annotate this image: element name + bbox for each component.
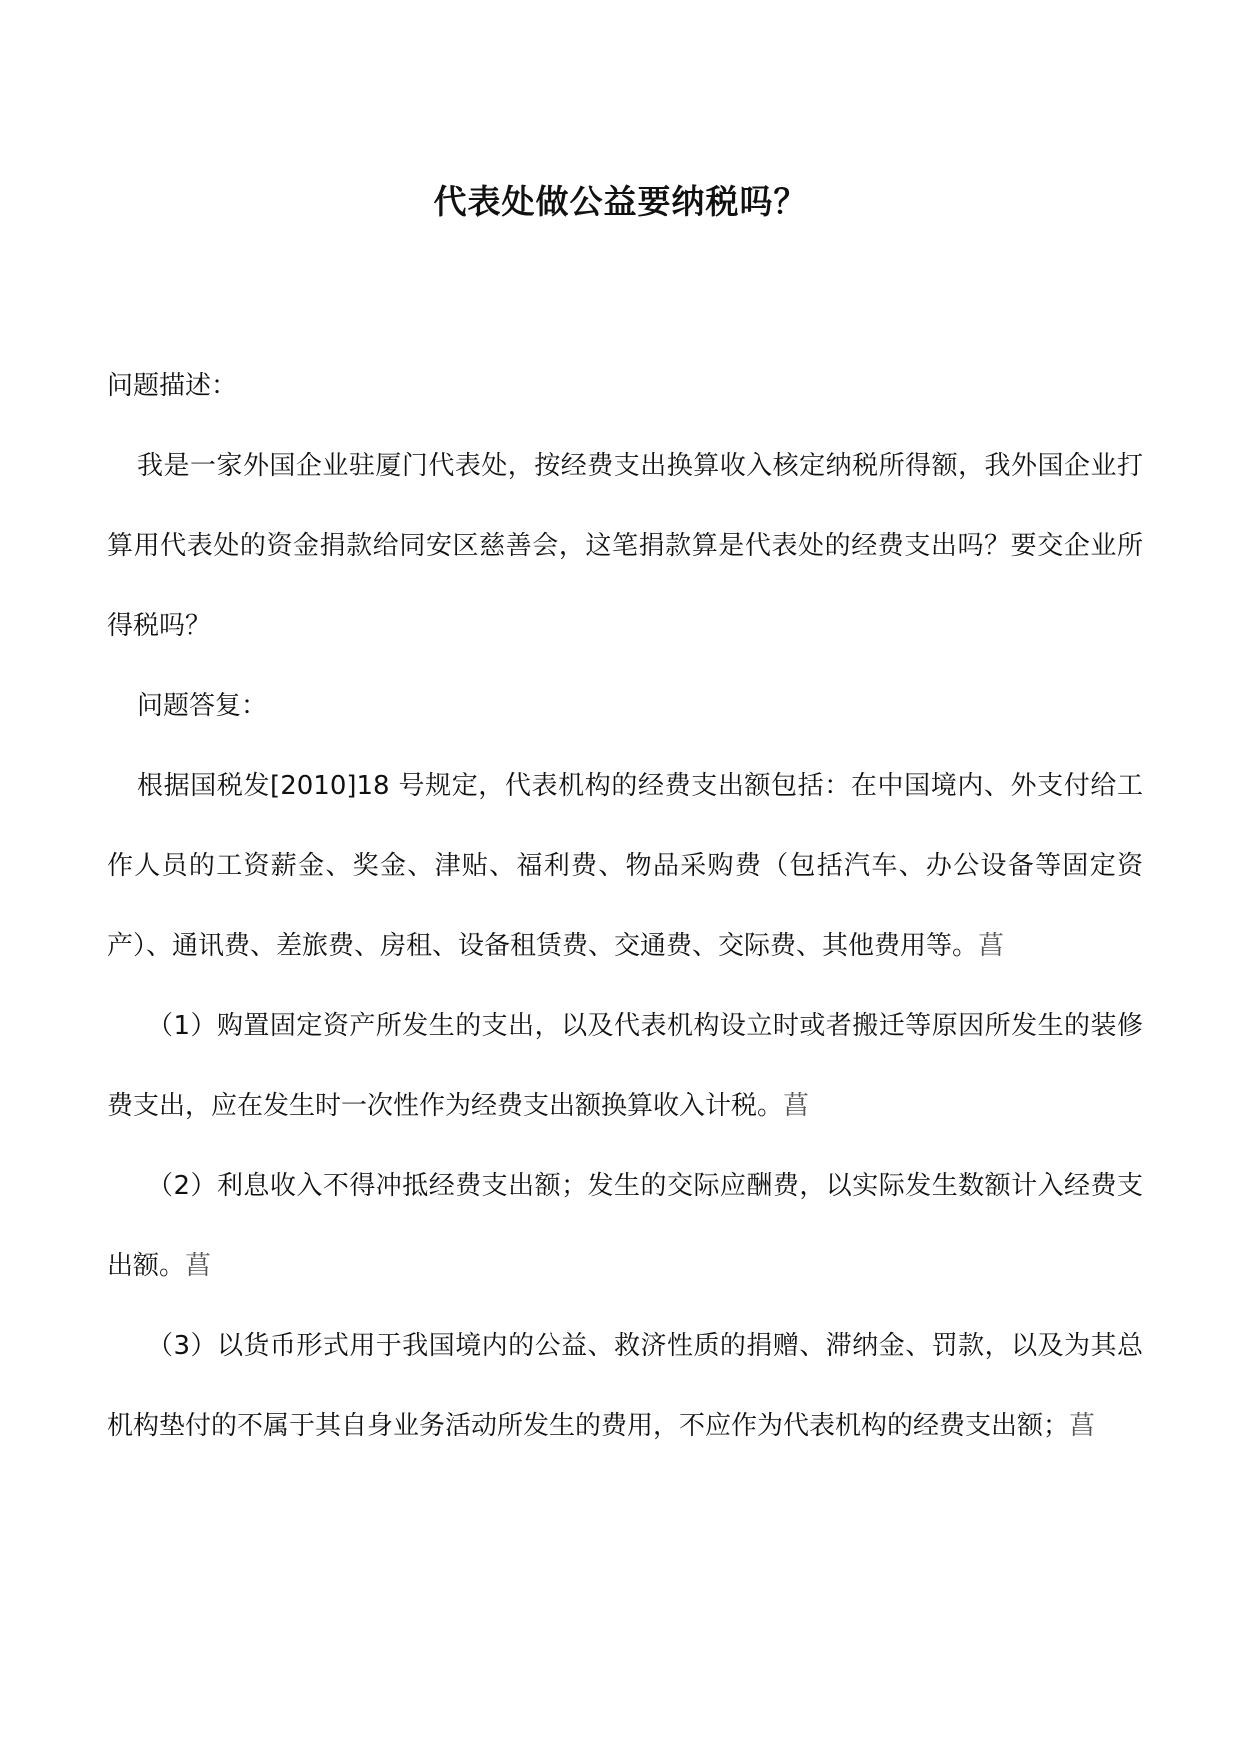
paragraph-text: （2）利息收入不得冲抵经费支出额；发生的交际应酬费，以实际发生数额计入经费支出额。: [107, 1171, 1143, 1281]
paragraph-item-2: [107, 1146, 1143, 1306]
paragraph-mark: 菖: [1069, 1411, 1096, 1441]
paragraph-mark: 菖: [185, 1251, 212, 1281]
paragraph-text: 问题答复：: [137, 691, 268, 721]
document-title: 代表处做公益要纳税吗？: [433, 182, 808, 222]
paragraph-text: 问题描述：: [107, 371, 238, 401]
paragraph-text: 我是一家外国企业驻厦门代表处，按经费支出换算收入核定纳税所得额，我外国企业打算用代表处的资金捐款给同安区慈善会，这笔捐款算是代表处的经费支出吗？要交企业所得税吗？: [107, 451, 1143, 641]
paragraph-question: [107, 426, 1143, 666]
section-heading-question: [107, 346, 1143, 426]
section-heading-answer: [107, 666, 1143, 746]
paragraph-text: 根据国税发[2010]18 号规定，代表机构的经费支出额包括：在中国境内、外支付给工作人员的工资薪金、奖金、津贴、福利费、物品采购费（包括汽车、办公设备等固定资产）、通讯费、差旅费、房租、设备租赁费、交通费、交际费、其他费用等。: [107, 771, 1143, 961]
paragraph-text: （1）购置固定资产所发生的支出，以及代表机构设立时或者搬迁等原因所发生的装修费支出，应在发生时一次性作为经费支出额换算收入计税。: [107, 1011, 1143, 1121]
paragraph-answer-intro: [107, 746, 1143, 986]
paragraph-text: （3）以货币形式用于我国境内的公益、救济性质的捐赠、滞纳金、罚款，以及为其总机构垫付的不属于其自身业务活动所发生的费用，不应作为代表机构的经费支出额；: [107, 1331, 1143, 1441]
paragraph-item-3: [107, 1306, 1143, 1466]
paragraph-mark: 菖: [783, 1091, 810, 1121]
document-body: [107, 346, 1143, 1466]
paragraph-mark: 菖: [978, 931, 1005, 961]
paragraph-item-1: [107, 986, 1143, 1146]
